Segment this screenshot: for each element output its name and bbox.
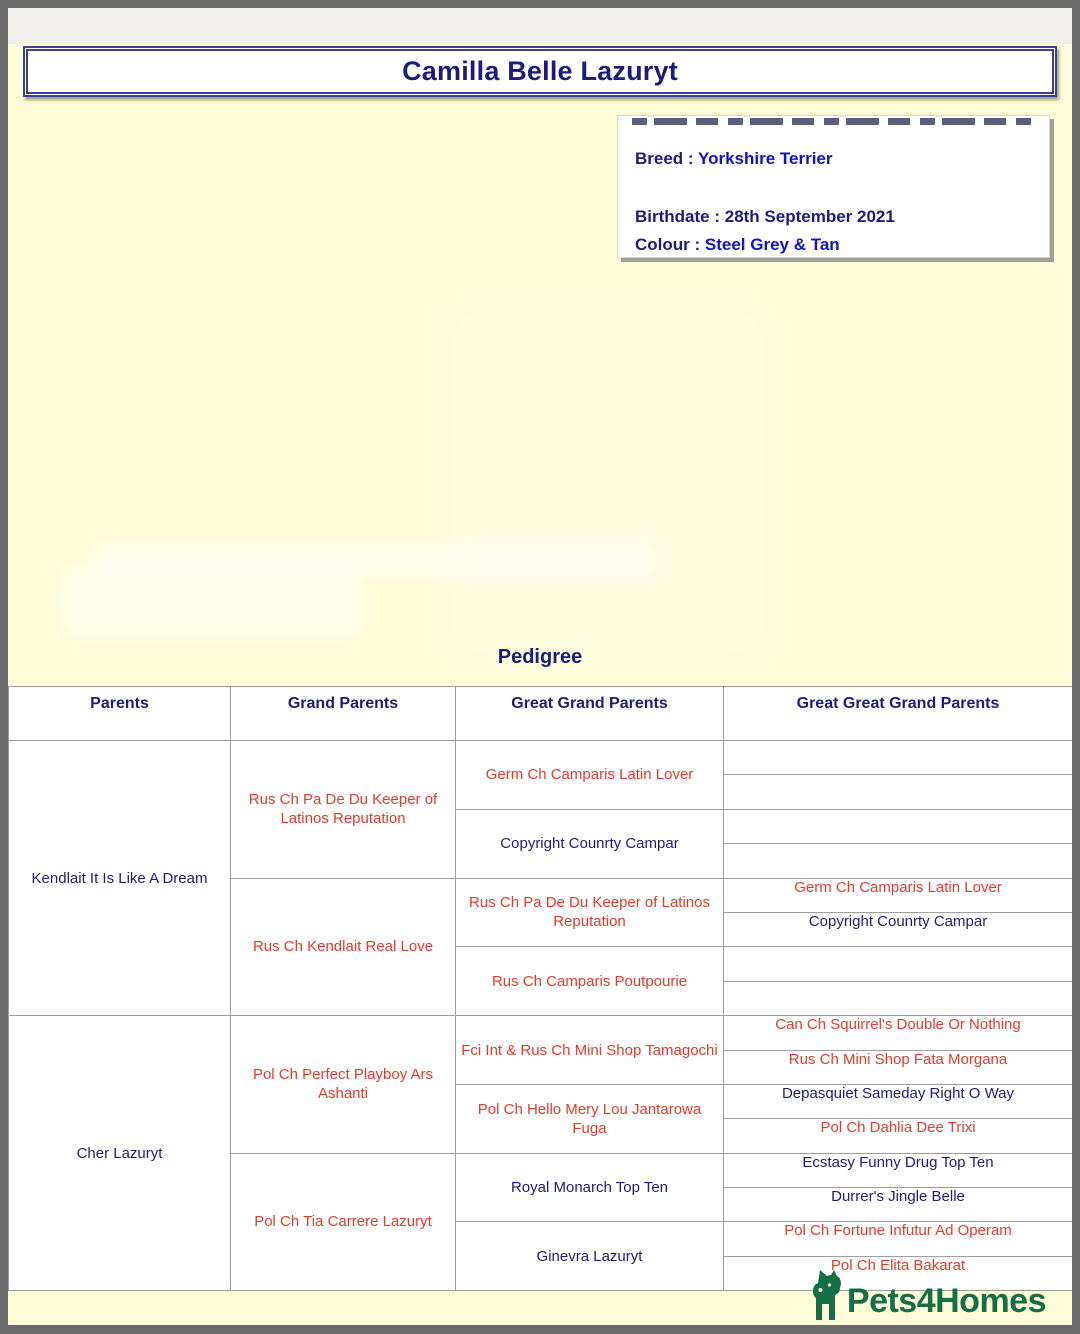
pedigree-cell-gggp-3 [724, 809, 1073, 843]
table-row [9, 741, 1073, 775]
pedigree-cell-ggp-4: Rus Ch Camparis Poutpourie [456, 947, 724, 1016]
pedigree-cell-ggp-2: Copyright Counrty Campar [456, 809, 724, 878]
breed-value: Yorkshire Terrier [698, 149, 833, 168]
pedigree-cell-ggp-7: Royal Monarch Top Ten [456, 1153, 724, 1222]
pedigree-cell-gggp-11: Depasquiet Sameday Right O Way [724, 1084, 1073, 1118]
breed-row [635, 149, 1039, 169]
pedigree-cell-ggp-1: Germ Ch Camparis Latin Lover [456, 741, 724, 810]
pedigree-cell-gggp-16: Pol Ch Elita Bakarat [724, 1256, 1073, 1290]
birthdate-label: Birthdate : [635, 207, 720, 226]
colour-row [635, 235, 1039, 255]
pedigree-cell-parent-1: Kendlait It Is Like A Dream [9, 741, 231, 1016]
pets4homes-logo[interactable] [807, 1264, 1046, 1320]
pedigree-cell-ggp-5: Fci Int & Rus Ch Mini Shop Tamagochi [456, 1016, 724, 1085]
column-header-great-grand-parents: Great Grand Parents [456, 687, 724, 741]
column-header-great-great-grand-parents: Great Great Grand Parents [724, 687, 1073, 741]
watermark-remnant [448, 308, 768, 658]
colour-label: Colour : [635, 235, 701, 254]
pedigree-cell-gggp-4 [724, 844, 1073, 878]
pedigree-cell-gggp-9: Can Ch Squirrel's Double Or Nothing [724, 1016, 1073, 1050]
pedigree-cell-gggp-15: Pol Ch Fortune Infutur Ad Operam [724, 1222, 1073, 1256]
pedigree-table [8, 686, 1072, 1291]
pedigree-cell-gp-4: Pol Ch Tia Carrere Lazuryt [231, 1153, 456, 1291]
pedigree-cell-gggp-5: Germ Ch Camparis Latin Lover [724, 878, 1073, 912]
pedigree-cell-gggp-2 [724, 775, 1073, 809]
pedigree-cell-gggp-10: Rus Ch Mini Shop Fata Morgana [724, 1050, 1073, 1084]
pets4homes-logo-icon [807, 1268, 841, 1320]
pedigree-cell-gggp-6: Copyright Counrty Campar [724, 912, 1073, 946]
column-header-grand-parents: Grand Parents [231, 687, 456, 741]
pedigree-cell-gggp-1 [724, 741, 1073, 775]
pedigree-cell-gp-3: Pol Ch Perfect Playboy Ars Ashanti [231, 1016, 456, 1154]
birthdate-row [635, 207, 1039, 227]
clipped-text-artifact [632, 118, 1031, 125]
table-row [9, 1016, 1073, 1050]
info-box [617, 115, 1050, 258]
pedigree-cell-gggp-14: Durrer's Jingle Belle [724, 1188, 1073, 1222]
pedigree-cell-ggp-3: Rus Ch Pa De Du Keeper of Latinos Reputation [456, 878, 724, 947]
table-header-row [9, 687, 1073, 741]
watermark-remnant [63, 568, 363, 636]
pedigree-cell-gggp-7 [724, 947, 1073, 981]
pedigree-cell-parent-2: Cher Lazuryt [9, 1016, 231, 1291]
colour-value: Steel Grey & Tan [704, 235, 840, 254]
pets4homes-logo-text: Pets4Homes [846, 1282, 1046, 1320]
column-header-parents: Parents [9, 687, 231, 741]
title-box [23, 46, 1057, 97]
pedigree-cell-gggp-8 [724, 981, 1073, 1015]
pedigree-cell-ggp-8: Ginevra Lazuryt [456, 1222, 724, 1291]
page-title: Camilla Belle Lazuryt [402, 56, 678, 86]
pedigree-cell-gggp-12: Pol Ch Dahlia Dee Trixi [724, 1119, 1073, 1153]
pedigree-cell-ggp-6: Pol Ch Hello Mery Lou Jantarowa Fuga [456, 1084, 724, 1153]
pedigree-heading: Pedigree [497, 646, 583, 668]
pedigree-cell-gp-1: Rus Ch Pa De Du Keeper of Latinos Reputation [231, 741, 456, 879]
birthdate-value: 28th September 2021 [724, 207, 895, 226]
top-strip [8, 8, 1072, 44]
page-content [8, 8, 1072, 1325]
breed-label: Breed : [635, 149, 694, 168]
watermark-remnant [93, 545, 653, 577]
pedigree-cell-gp-2: Rus Ch Kendlait Real Love [231, 878, 456, 1016]
pedigree-cell-gggp-13: Ecstasy Funny Drug Top Ten [724, 1153, 1073, 1187]
